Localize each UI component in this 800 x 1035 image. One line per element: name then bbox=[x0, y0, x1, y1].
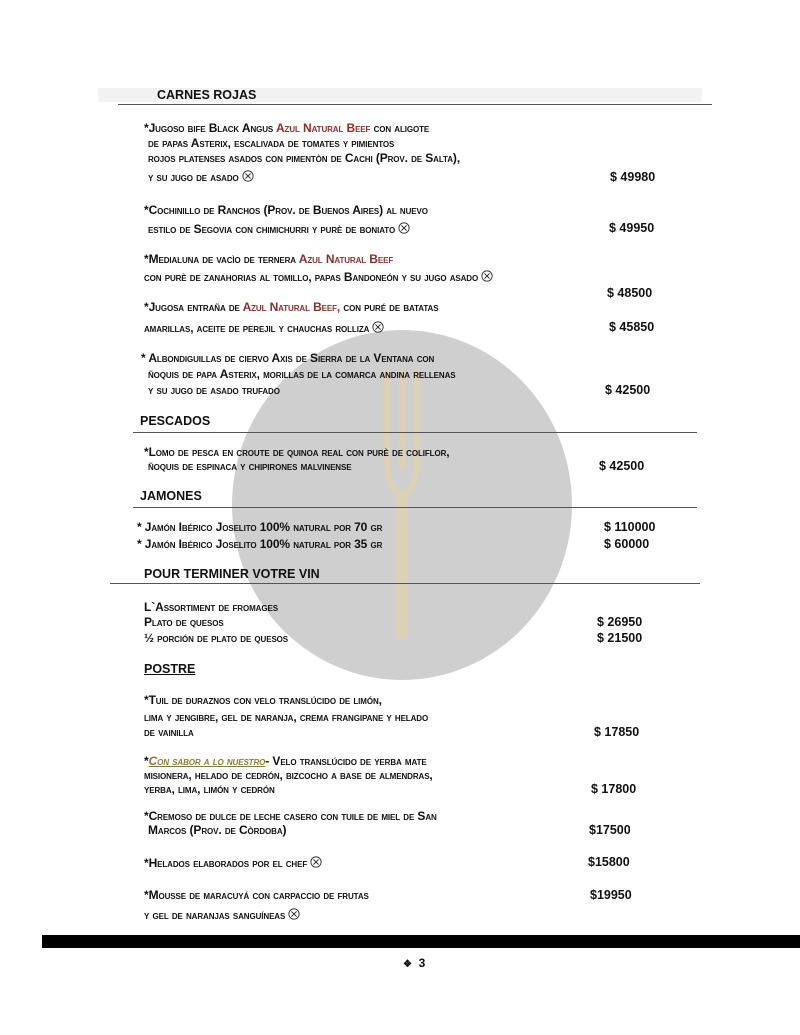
price: $ 17800 bbox=[591, 782, 637, 796]
page-number-value: 3 bbox=[418, 956, 426, 970]
menu-item-line: amarillas, aceite de perejil y chauchas rolliza bbox=[144, 321, 384, 334]
divider bbox=[118, 104, 712, 105]
section-title-pescados: PESCADOS bbox=[140, 414, 211, 428]
divider bbox=[133, 507, 697, 508]
cutlery-icon bbox=[372, 321, 384, 333]
price: $ 42500 bbox=[605, 383, 651, 397]
section-title-pour-terminer: POUR TERMINER VOTRE VIN bbox=[144, 567, 320, 581]
menu-item-line: * Albondiguillas de ciervo Axis de Sierra de la Ventana con bbox=[141, 351, 435, 365]
footer-bar bbox=[42, 935, 800, 948]
menu-item-line: *Jugoso bife Black Angus Azul Natural Beef con aligote bbox=[144, 121, 430, 135]
cutlery-icon bbox=[481, 270, 493, 282]
menu-item-line: * Jamón Ibérico Joselito 100% natural por 70 gr bbox=[137, 520, 383, 534]
menu-item-line: *Medialuna de vacìo de ternera Azul Natural Beef bbox=[144, 252, 394, 266]
menu-item-line: *Con sabor a lo nuestro- Velo translúcido de yerba mate bbox=[144, 754, 427, 768]
divider bbox=[110, 583, 700, 584]
menu-item-line: Plato de quesos bbox=[144, 615, 224, 629]
price: $ 49980 bbox=[610, 170, 656, 184]
menu-item-line: con purè de zanahorias al tomillo, papas Bandoneón y su jugo asado bbox=[144, 270, 493, 283]
price: $ 60000 bbox=[604, 537, 650, 551]
price: $ 49950 bbox=[609, 221, 655, 235]
price: $17500 bbox=[589, 823, 631, 837]
price: $15800 bbox=[588, 855, 630, 869]
price: $ 45850 bbox=[609, 320, 655, 334]
menu-item-line: *Tuil de duraznos con velo translúcido de limón, bbox=[144, 693, 382, 707]
price: $ 21500 bbox=[597, 631, 643, 645]
menu-item-line: Marcos (Prov. de Còrdoba) bbox=[148, 823, 287, 837]
page-number bbox=[403, 956, 425, 970]
menu-item-line: misionera, helado de cedrón, bizcocho a base de almendras, bbox=[144, 768, 433, 782]
menu-item-line: *Jugosa entraña de Azul Natural Beef, con puré de batatas bbox=[144, 300, 439, 314]
cutlery-icon bbox=[398, 222, 410, 234]
watermark-logo bbox=[232, 330, 572, 680]
cutlery-icon bbox=[288, 908, 300, 920]
menu-item-line: lima y jengibre, gel de naranja, crema frangipane y helado bbox=[144, 710, 429, 724]
menu-item-line: * Jamón Ibérico Joselito 100% natural por 35 gr bbox=[137, 537, 383, 551]
menu-item-line: *Lomo de pesca en croute de quinoa real con purè de coliflor, bbox=[144, 445, 450, 459]
menu-item-line: estilo de Segovia con chimichurri y purè de boniato bbox=[148, 222, 410, 235]
menu-item-line: de vainilla bbox=[144, 725, 194, 739]
menu-item-line: *Cochinillo de Ranchos (Prov. de Buenos Aires) al nuevo bbox=[144, 203, 428, 217]
menu-item-line: *Helados elaborados por el chef bbox=[144, 856, 322, 869]
menu-item-line: *Cremoso de dulce de leche casero con tuile de miel de San bbox=[144, 809, 437, 823]
menu-item-line: ½ porción de plato de quesos bbox=[144, 631, 289, 645]
section-title-carnes: CARNES ROJAS bbox=[157, 88, 257, 102]
price: $19950 bbox=[590, 888, 632, 902]
menu-item-line: ñoquis de espinaca y chipirones malvinense bbox=[148, 459, 352, 473]
diamond-bullet-icon: ❖ bbox=[403, 959, 412, 970]
menu-item-line: y gel de naranjas sanguíneas bbox=[144, 908, 300, 921]
section-title-jamones: JAMONES bbox=[140, 489, 202, 503]
price: $ 110000 bbox=[604, 520, 656, 534]
menu-item-line: y su jugo de asado bbox=[148, 170, 254, 183]
price: $ 48500 bbox=[607, 286, 653, 300]
cutlery-icon bbox=[242, 170, 254, 182]
menu-item-line: rojos platenses asados con pimentòn de Cachi (Prov. de Salta), bbox=[148, 151, 461, 165]
menu-item-line: *Mousse de maracuyá con carpaccio de frutas bbox=[144, 888, 369, 902]
menu-item-line: yerba, lima, limón y cedrón bbox=[144, 782, 275, 796]
menu-item-line: ñoquis de papa Asterix, morillas de la comarca andina rellenas bbox=[148, 367, 456, 381]
menu-item-line: de papas Asterix, escalivada de tomates y pimientos bbox=[148, 136, 395, 150]
menu-item-line: y su jugo de asado trufado bbox=[148, 383, 280, 397]
cutlery-icon bbox=[310, 856, 322, 868]
divider bbox=[133, 432, 697, 433]
price: $ 17850 bbox=[594, 725, 640, 739]
menu-item-line: L`Assortiment de fromages bbox=[144, 600, 278, 614]
fork-icon bbox=[382, 370, 422, 670]
price: $ 42500 bbox=[599, 459, 645, 473]
section-title-postre: POSTRE bbox=[144, 662, 196, 676]
price: $ 26950 bbox=[597, 615, 643, 629]
